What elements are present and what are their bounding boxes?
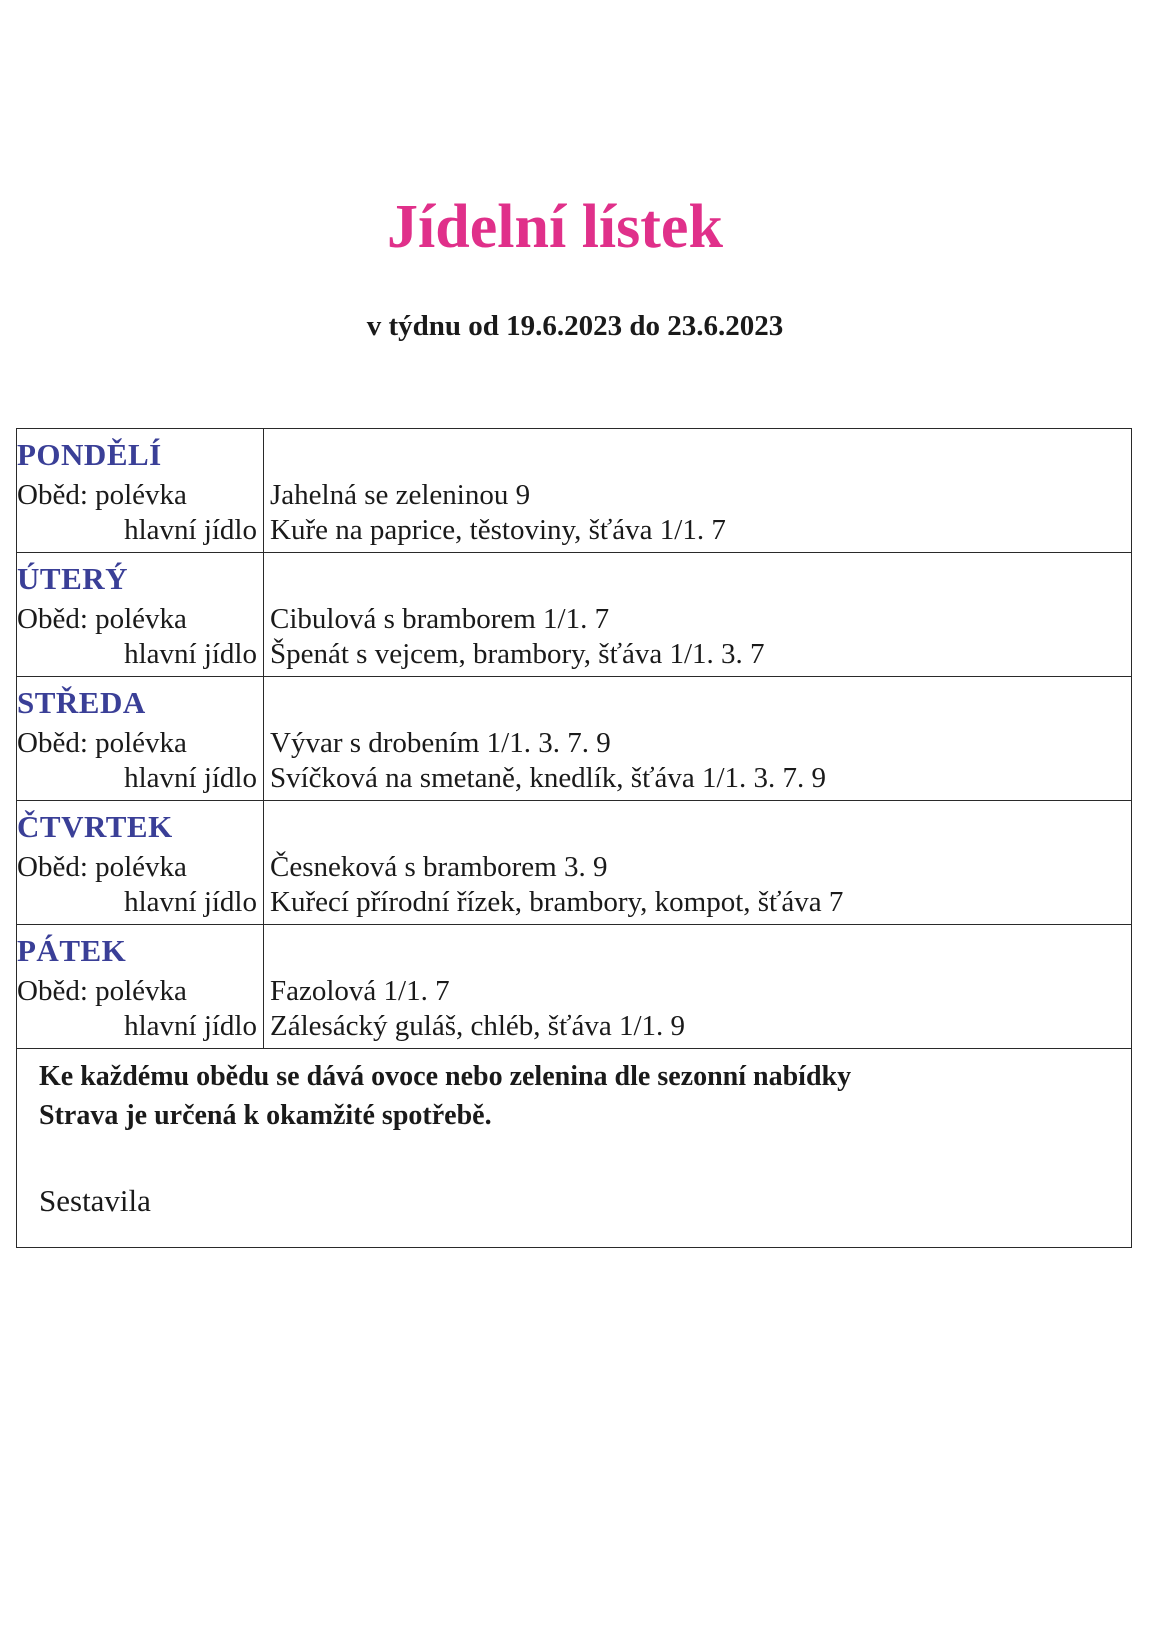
day-labels-cell [17,677,264,800]
day-name: PÁTEK [17,933,127,968]
day-labels-cell [17,801,264,924]
soup-dish: Česneková s bramborem 3. 9 [270,851,608,883]
soup-label: Oběd: polévka [17,479,187,511]
day-dishes-cell [264,677,1131,800]
day-name: ÚTERÝ [17,561,129,596]
page-title: Jídelní lístek [387,193,723,261]
main-dish: Kuřecí přírodní řízek, brambory, kompot, šťáva 7 [270,886,844,918]
soup-dish: Jahelná se zeleninou 9 [270,479,531,511]
day-labels-cell [17,429,264,552]
menu-table [16,428,1132,1248]
main-course-label: hlavní jídlo [124,886,257,918]
main-course-label: hlavní jídlo [124,514,257,546]
main-dish: Kuře na paprice, těstoviny, šťáva 1/1. 7 [270,514,726,546]
day-row-wednesday [17,677,1131,801]
day-row-monday [17,429,1131,553]
menu-footer [17,1049,1131,1247]
main-dish: Zálesácký guláš, chléb, šťáva 1/1. 9 [270,1010,686,1042]
week-range-subtitle: v týdnu od 19.6.2023 do 23.6.2023 [366,310,784,342]
day-labels-cell [17,553,264,676]
day-labels-cell [17,925,264,1048]
soup-label: Oběd: polévka [17,975,187,1007]
soup-dish: Cibulová s bramborem 1/1. 7 [270,603,610,635]
day-row-tuesday [17,553,1131,677]
soup-label: Oběd: polévka [17,851,187,883]
main-dish: Špenát s vejcem, brambory, šťáva 1/1. 3. 7 [270,638,765,670]
day-dishes-cell [264,429,1131,552]
day-row-friday [17,925,1131,1049]
day-name: PONDĚLÍ [17,437,162,472]
main-course-label: hlavní jídlo [124,638,257,670]
soup-dish: Fazolová 1/1. 7 [270,975,450,1007]
compiled-by-label: Sestavila [39,1183,151,1218]
main-dish: Svíčková na smetaně, knedlík, šťáva 1/1. 3. 7. 9 [270,762,827,794]
day-name: ČTVRTEK [17,809,173,844]
day-dishes-cell [264,801,1131,924]
soup-dish: Vývar s drobením 1/1. 3. 7. 9 [270,727,611,759]
main-course-label: hlavní jídlo [124,762,257,794]
main-course-label: hlavní jídlo [124,1010,257,1042]
consumption-note: Strava je určená k okamžité spotřebě. [39,1100,492,1131]
day-dishes-cell [264,925,1131,1048]
fruit-note: Ke každému obědu se dává ovoce nebo zelenina dle sezonní nabídky [39,1061,852,1092]
soup-label: Oběd: polévka [17,603,187,635]
day-name: STŘEDA [17,685,146,720]
day-row-thursday [17,801,1131,925]
soup-label: Oběd: polévka [17,727,187,759]
day-dishes-cell [264,553,1131,676]
